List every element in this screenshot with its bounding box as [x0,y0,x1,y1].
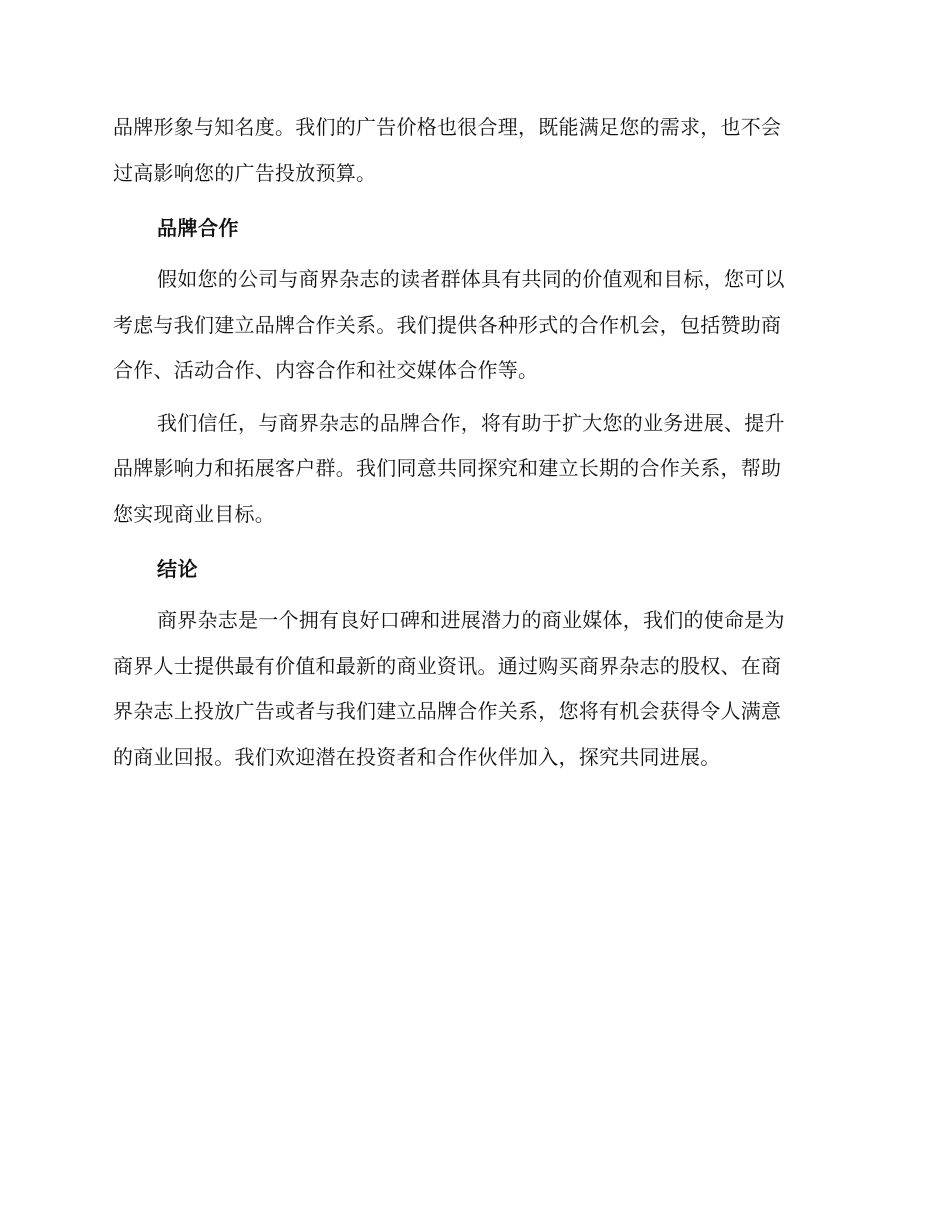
paragraph-line: 的商业回报。我们欢迎潜在投资者和合作伙伴加入，探究共同进展。 [113,744,721,769]
section-heading-brand-cooperation: 品牌合作 [157,216,239,240]
paragraph-line: 您实现商业目标。 [113,501,275,526]
section-heading-conclusion: 结论 [157,557,198,581]
paragraph-line: 品牌形象与知名度。我们的广告价格也很合理，既能满足您的需求，也不会 [113,115,782,139]
conclusion-paragraph [113,598,835,780]
intro-paragraph [113,105,835,196]
document-page [113,105,835,787]
paragraph-line: 过高影响您的广告投放预算。 [113,160,377,185]
paragraph-line: 我们信任，与商界杂志的品牌合作，将有助于扩大您的业务进展、提升 [157,410,785,435]
paragraph-line: 品牌影响力和拓展客户群。我们同意共同探究和建立长期的合作关系，帮助 [113,456,782,480]
paragraph-line: 商界杂志是一个拥有良好口碑和进展潜力的商业媒体，我们的使命是为 [157,608,785,632]
brand-cooperation-paragraph-1 [113,257,835,394]
paragraph-line: 界杂志上投放广告或者与我们建立品牌合作关系，您将有机会获得令人满意 [113,699,782,723]
paragraph-line: 假如您的公司与商界杂志的读者群体具有共同的价值观和目标，您可以 [157,267,785,291]
paragraph-line: 合作、活动合作、内容合作和社交媒体合作等。 [113,358,539,382]
brand-cooperation-paragraph-2 [113,401,835,538]
paragraph-line: 考虑与我们建立品牌合作关系。我们提供各种形式的合作机会，包括赞助商 [113,312,782,337]
paragraph-line: 商界人士提供最有价值和最新的商业资讯。通过购买商界杂志的股权、在商 [113,653,782,678]
